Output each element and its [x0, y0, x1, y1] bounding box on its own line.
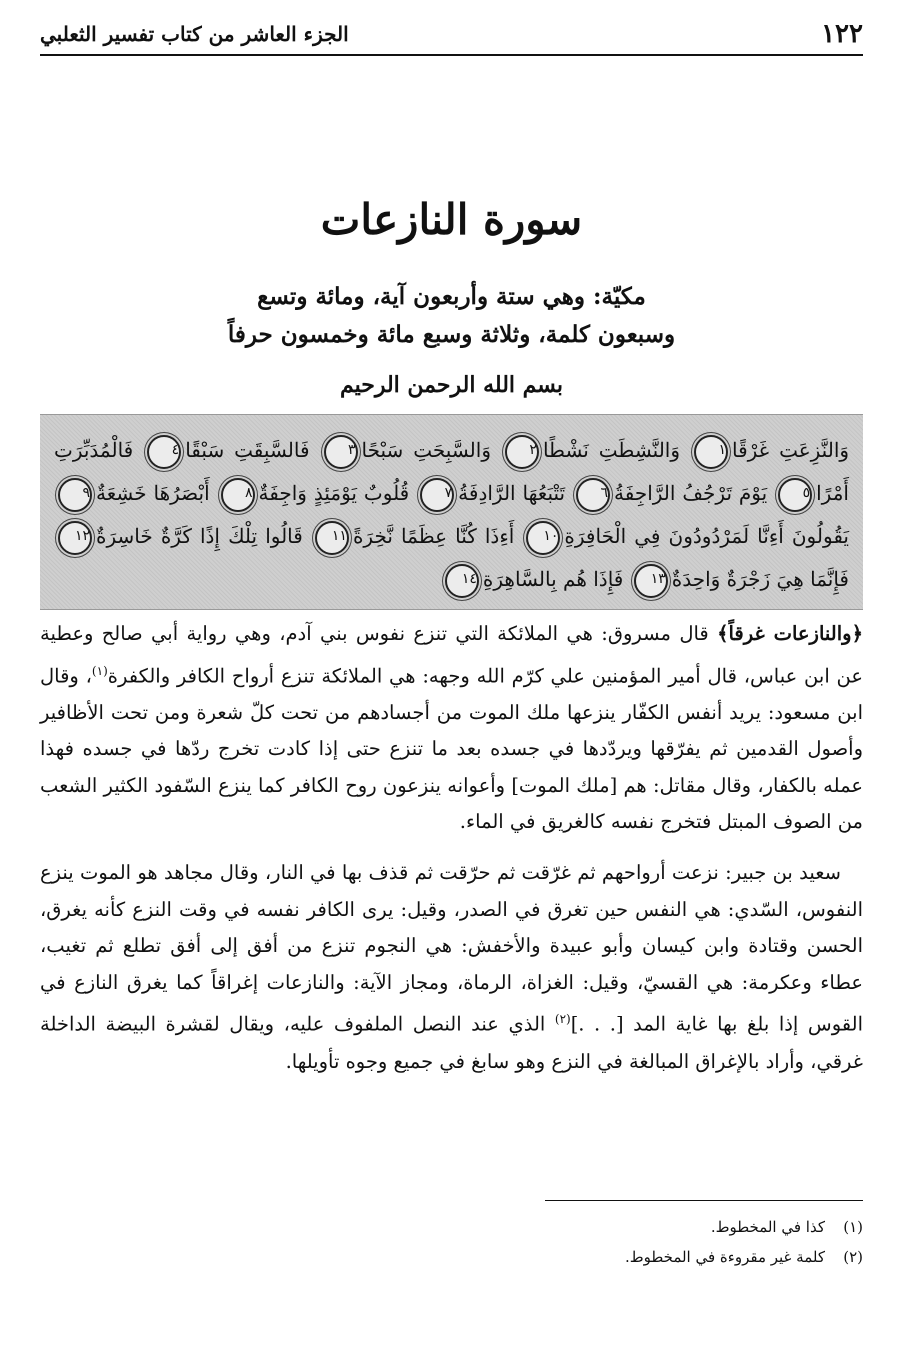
verse-text: فَالْمُدَبِّرَتِ أَمْرًا: [54, 438, 849, 505]
verse-number-marker: ١٠: [526, 521, 560, 555]
verse-number-marker: ٤: [147, 435, 181, 469]
verse-number-marker: ١٣: [634, 564, 668, 598]
footnote-text: كلمة غير مقروءة في المخطوط.: [624, 1248, 825, 1266]
verse-text: أَءِذَا كُنَّا عِظَمًا نَّخِرَةً: [352, 524, 515, 548]
commentary-paragraph: [40, 616, 863, 841]
page-header: [40, 14, 863, 56]
basmala: بسم الله الرحمن الرحيم: [339, 372, 564, 398]
footnote-reference: (١): [91, 663, 108, 678]
footnote-number: (١): [843, 1218, 863, 1236]
verse-number-marker: ٨: [221, 478, 255, 512]
footnote-divider: [545, 1200, 863, 1201]
running-title: الجزء العاشر من كتاب تفسير الثعلبي: [40, 22, 349, 46]
verse-text: قُلُوبٌ يَوْمَئِذٍ وَاجِفَةٌ: [258, 481, 410, 505]
quoted-verse: ﴿والنازعات غرقاً﴾: [717, 622, 863, 645]
footnote-text: كذا في المخطوط.: [710, 1218, 825, 1236]
verse-number-marker: ٢: [505, 435, 539, 469]
commentary-paragraph: [40, 855, 863, 1080]
verse-number-marker: ١٢: [58, 521, 92, 555]
verse-number-marker: ١: [694, 435, 728, 469]
surah-title: سورة النازعات: [320, 195, 583, 244]
footnotes: [463, 1212, 863, 1272]
footnote-number: (٢): [843, 1248, 863, 1266]
verse-text: فَإِذَا هُم بِالسَّاهِرَةِ: [482, 567, 624, 591]
surah-info-line-1: مكيّة: وهي ستة وأربعون آية، ومائة وتسع: [257, 283, 646, 310]
verse-text: وَالسَّبِحَتِ سَبْحًا: [361, 438, 491, 462]
verse-number-marker: ١١: [315, 521, 349, 555]
verse-number-marker: ٦: [576, 478, 610, 512]
verse-text: يَقُولُونَ أَءِنَّا لَمَرْدُودُونَ فِي الْحَافِرَةِ: [564, 524, 849, 548]
verse-number-marker: ٥: [778, 478, 812, 512]
verse-text: فَالسَّبِقَتِ سَبْقًا: [185, 438, 310, 462]
commentary-text: [40, 616, 863, 1080]
paragraph-text: سعيد بن جبير: نزعت أرواحهم ثم غرّقت ثم حرّقت ثم قذف بها في النار، وقال مجاهد هو الموت ينزع النفوس، السّدي: هي النفس حين تغرق في الصدر، وقيل: يرى الكافر نفسه في وقت النزع كأنه يغرق، الحسن وقتادة وابن كيسان وأبو عبيدة والأخفش: هي النجوم تنزع من أفق إلى أفق تطلع ثم تغيب، عطاء وعكرمة: هي القسيّ، وقيل: الغزاة، الرماة، ومجاز الآية: والنازعات إغراقاً كما يغرق النازع في القوس إذا بلغ بها غاية المد [. . .]: [40, 861, 864, 1036]
verse-number-marker: ١٤: [445, 564, 479, 598]
verse-text: يَوْمَ تَرْجُفُ الرَّاجِفَةُ: [614, 481, 768, 505]
verse-text: فَإِنَّمَا هِيَ زَجْرَةٌ وَاحِدَةٌ: [671, 567, 849, 591]
verse-text: تَتْبَعُهَا الرَّادِفَةُ: [458, 481, 566, 505]
surah-info: [120, 278, 783, 354]
footnote: [463, 1212, 863, 1242]
verse-text: وَالنَّشِطَتِ نَشْطًا: [542, 438, 681, 462]
verse-number-marker: ٣: [324, 435, 358, 469]
verses-box: [40, 414, 863, 610]
surah-info-line-2: وسبعون كلمة، وثلاثة وسبع مائة وخمسون حرفاً: [227, 321, 676, 348]
paragraph-text: ، وقال ابن مسعود: يريد أنفس الكفّار ينزعها ملك الموت من أجسادهم من تحت كلّ شعرة ومن تحت الأظافير وأصول القدمين ثم يفرّقها ويردّدها في جسده بعد ما تنزع حتى إذا كادت تخرج ردّها في جسده فهذا عمله بالكفار، وقال مقاتل: هم [ملك الموت] وأعوانه ينزعون روح الكافر كما ينزع السّفود الكثير الشعب من الصوف المبتل فتخرج نفسه كالغريق في الماء.: [40, 664, 863, 834]
footnote-reference: (٢): [554, 1012, 571, 1027]
verse-text: أَبْصَرُهَا خَشِعَةٌ: [96, 481, 210, 505]
footnote: [463, 1242, 863, 1272]
page-number: ١٢٢: [821, 19, 863, 49]
verse-number-marker: ٧: [420, 478, 454, 512]
verse-number-marker: ٩: [58, 478, 92, 512]
verse-text: قَالُوا تِلْكَ إِذًا كَرَّةٌ خَاسِرَةٌ: [96, 524, 303, 548]
paragraph-text: قال مسروق: هي الملائكة التي تنزع نفوس بني آدم، وهي رواية أبي صالح وعطية عن ابن عباس، قال أمير المؤمنين علي كرّم الله وجهه: هي الملائكة تنزع أرواح الكافر والكفرة: [40, 622, 863, 688]
paragraph-text: الذي عند النصل الملفوف عليه، ويقال لقشرة البيضة الداخلة غرقي، وأراد بالإغراق المبالغة في النزع وهو سابغ في جميع وجوه تأويلها.: [40, 1012, 863, 1073]
verse-text: وَالنَّزِعَتِ غَرْقًا: [731, 438, 850, 462]
